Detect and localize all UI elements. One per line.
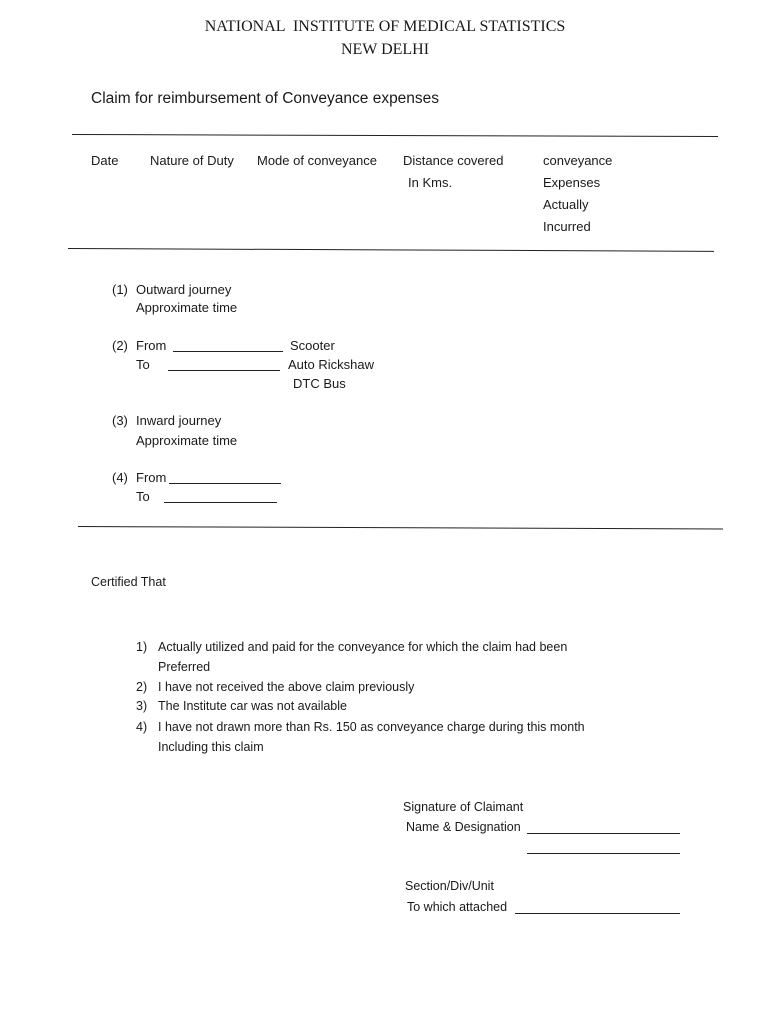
certification-text: Including this claim <box>158 740 264 754</box>
column-header-distance-unit: In Kms. <box>408 175 453 190</box>
column-header-expenses-line: Incurred <box>543 219 591 234</box>
table-header-bottom-rule <box>68 248 714 252</box>
to-which-attached-blank[interactable] <box>515 902 680 914</box>
certification-text: I have not received the above claim previously <box>158 680 415 694</box>
column-header-expenses-line: Actually <box>543 197 589 212</box>
column-header-date: Date <box>91 153 119 168</box>
certification-number: 3) <box>136 699 148 713</box>
conveyance-mode: Auto Rickshaw <box>288 357 374 372</box>
outward-journey-label: Outward journey <box>136 282 232 297</box>
designation-second-blank[interactable] <box>527 842 680 854</box>
signature-of-claimant-label: Signature of Claimant <box>403 800 524 814</box>
certification-text: Preferred <box>158 660 211 674</box>
journey-item-number: (2) <box>112 338 128 353</box>
conveyance-mode: Scooter <box>290 338 335 353</box>
outward-from-blank[interactable] <box>173 340 283 352</box>
column-header-nature-of-duty: Nature of Duty <box>150 153 234 168</box>
institute-city: NEW DELHI <box>340 41 430 58</box>
journey-bottom-rule <box>78 526 723 529</box>
name-designation-blank[interactable] <box>527 822 680 834</box>
conveyance-mode: DTC Bus <box>293 376 346 391</box>
table-top-rule <box>72 134 718 137</box>
certification-text: Actually utilized and paid for the conveyance for which the claim had been <box>158 640 568 654</box>
outward-approx-time-label: Approximate time <box>136 300 238 315</box>
outward-to-blank[interactable] <box>168 359 280 371</box>
section-div-unit-label: Section/Div/Unit <box>405 879 494 893</box>
inward-from-blank[interactable] <box>169 472 281 484</box>
form-title: Claim for reimbursement of Conveyance expenses <box>91 90 440 107</box>
certification-number: 1) <box>136 640 148 654</box>
column-header-expenses-line: conveyance <box>543 153 613 168</box>
column-header-distance: Distance covered <box>403 153 504 168</box>
name-designation-label: Name & Designation <box>406 820 521 834</box>
journey-item-number: (1) <box>112 282 128 297</box>
column-header-expenses-line: Expenses <box>543 175 601 190</box>
certification-number: 2) <box>136 680 148 694</box>
inward-from-label: From <box>136 470 167 485</box>
inward-to-label: To <box>136 489 150 504</box>
column-header-mode-of-conveyance: Mode of conveyance <box>257 153 377 168</box>
certification-number: 4) <box>136 720 148 734</box>
outward-from-label: From <box>136 338 167 353</box>
institute-name: NATIONAL INSTITUTE OF MEDICAL STATISTICS <box>204 18 566 35</box>
inward-to-blank[interactable] <box>164 491 277 503</box>
outward-to-label: To <box>136 357 150 372</box>
certification-text: I have not drawn more than Rs. 150 as conveyance charge during this month <box>158 720 585 734</box>
certified-that-heading: Certified That <box>91 575 166 589</box>
to-which-attached-label: To which attached <box>407 900 508 914</box>
journey-item-number: (4) <box>112 470 128 485</box>
certification-text: The Institute car was not available <box>158 699 347 713</box>
inward-approx-time-label: Approximate time <box>136 433 238 448</box>
journey-item-number: (3) <box>112 413 128 428</box>
inward-journey-label: Inward journey <box>136 413 222 428</box>
